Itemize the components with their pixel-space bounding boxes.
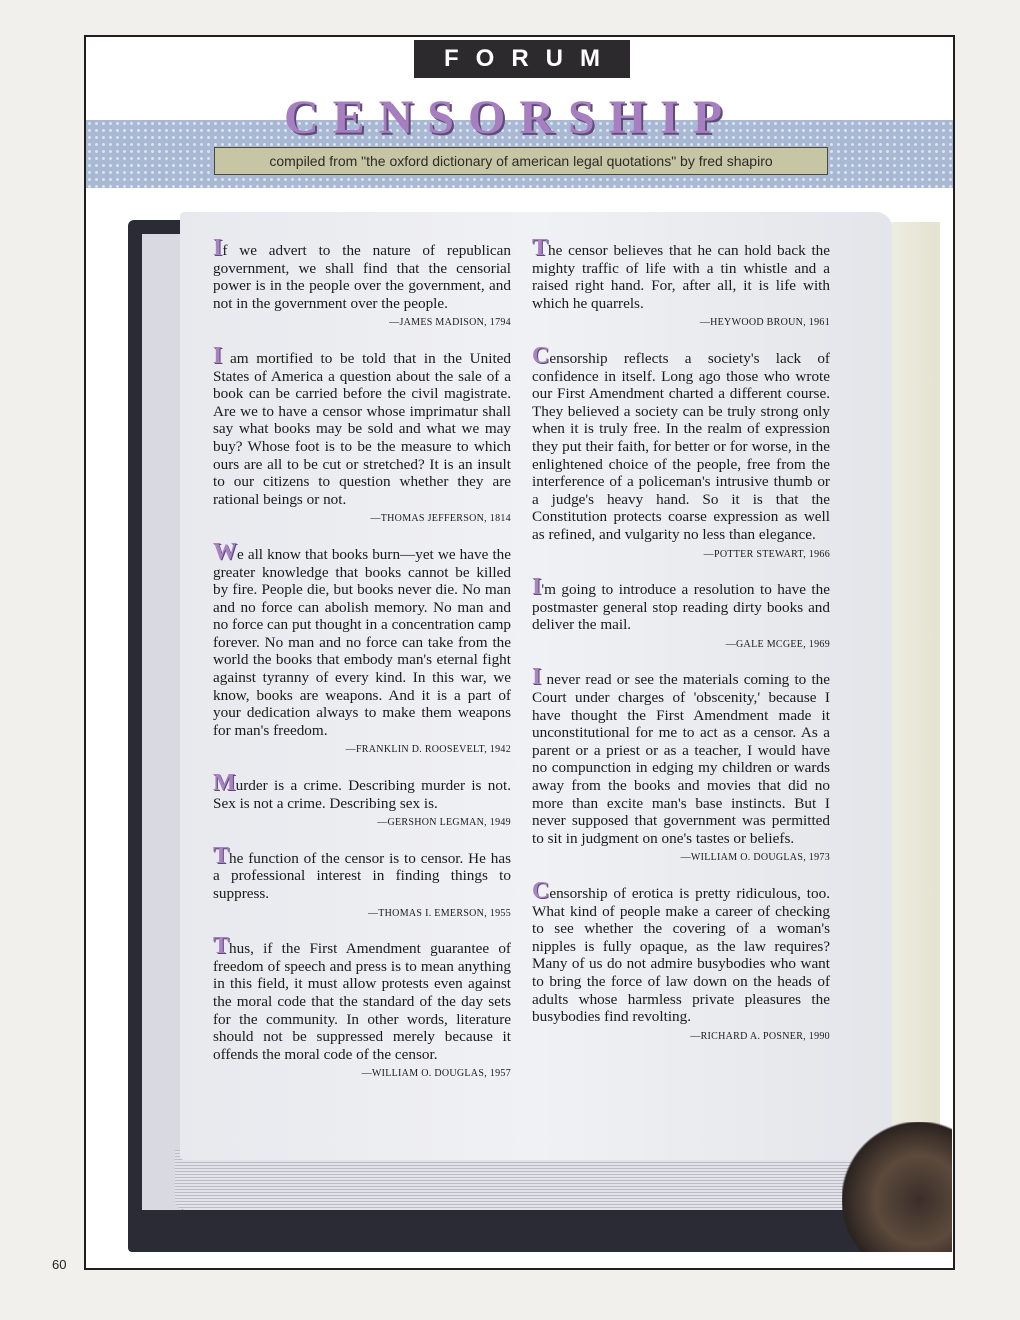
quote-text <box>532 235 830 312</box>
quote-body: am mortified to be told that in the United States of America a question about the sale of a book can be carried before the civil magistrate. Are we to have a censor whose imprimatur shall say what books may be sold and what we may buy? Whose foot is to be the measure to which ours are all to be cut or stretched? It is an insult to our citizens to question whether they are rational beings or not. <box>213 349 511 508</box>
quote-text <box>532 342 830 544</box>
drop-cap: T <box>532 235 549 261</box>
page-number: 60 <box>52 1257 67 1272</box>
quote-attribution: —FRANKLIN D. ROOSEVELT, 1942 <box>345 744 511 756</box>
quote-body: never read or see the materials coming to the Court under charges of 'obscenity,' because I have thought the First Amendment made it unconstitutional for me to act as a censor. As a parent or a priest or as a teacher, I would have no compunction in edging my children or wards away from the books and movies that did no more than excite man's base instincts. But I never supposed that government was permitted to sit in judgment on one's tastes or beliefs. <box>532 671 830 847</box>
quote-attribution: —RICHARD A. POSNER, 1990 <box>690 1030 830 1042</box>
quote-body: he function of the censor is to censor. He has a professional interest in finding things to suppress. <box>213 849 511 902</box>
quote-attribution: —JAMES MADISON, 1794 <box>389 317 511 329</box>
quote-text <box>213 770 511 812</box>
quote-body: ensorship reflects a society's lack of confidence in itself. Long ago those who wrote our First Amendment charted a different course. They believed a society can be truly strong only when it is truly free. In the realm of expression they put their faith, for better or for worse, in the enlightened choice of the people, free from the interference of a policeman's intrusive thumb or a judge's heavy hand. So it is that the Constitution protects coarse expression as well as refined, and vulgarity no less than elegance. <box>532 349 830 543</box>
drop-cap: T <box>213 933 230 960</box>
book-cover-inner <box>142 234 182 1244</box>
quote-text <box>532 664 830 847</box>
drop-cap: I <box>213 342 223 369</box>
page-title: CENSORSHIP <box>283 91 737 144</box>
quote-attribution: —GALE MCGEE, 1969 <box>725 638 830 650</box>
quotes-column-right <box>532 235 830 1061</box>
quote-block <box>213 933 511 1083</box>
quote-attribution: —HEYWOOD BROUN, 1961 <box>699 317 830 329</box>
drop-cap: C <box>532 878 550 904</box>
quote-block <box>532 342 830 563</box>
quote-body: ensorship of erotica is pretty ridiculous, too. What kind of people make a career of checking to see whether the covering of a woman's nipples is fully opaque, as the law requires? Many of us do not admire busybodies who want to bring the force of law down on the heads of adults whose harmless private pleasures the busybodies find revolting. <box>532 885 830 1026</box>
quote-text <box>532 878 830 1026</box>
quote-block <box>213 235 511 332</box>
bookmark-ornament <box>842 1122 952 1252</box>
quotes-column-left <box>213 235 511 1099</box>
quote-body: 'm going to introduce a resolution to have the postmaster general stop reading dirty books and deliver the mail. <box>532 581 830 634</box>
quote-attribution: —THOMAS JEFFERSON, 1814 <box>370 513 511 525</box>
drop-cap: I <box>213 235 223 261</box>
quote-text <box>213 342 511 508</box>
drop-cap: T <box>213 842 230 869</box>
quote-text <box>213 235 511 312</box>
quote-block <box>532 235 830 332</box>
credit-line: compiled from "the oxford dictionary of american legal quotations" by fred shapiro <box>214 147 828 175</box>
quote-block <box>213 842 511 922</box>
drop-cap: I <box>532 664 542 691</box>
quote-block <box>532 574 830 653</box>
quote-text <box>532 574 830 634</box>
drop-cap: W <box>213 538 237 565</box>
drop-cap: M <box>213 770 236 797</box>
quote-body: urder is a crime. Describing murder is not. Sex is not a crime. Describing sex is. <box>213 777 511 812</box>
quote-body: he censor believes that he can hold back the mighty traffic of life with a tin whistle and a raised right hand. For, after all, it is life with which he quarrels. <box>532 242 830 312</box>
quote-block <box>213 342 511 528</box>
quote-text <box>213 538 511 740</box>
quote-attribution: —WILLIAM O. DOUGLAS, 1957 <box>361 1068 511 1080</box>
section-label: FORUM <box>414 40 630 78</box>
quote-body: f we advert to the nature of republican government, we shall find that the censorial power is in the people over the government, and not in the government over the people. <box>213 242 511 312</box>
quote-attribution: —POTTER STEWART, 1966 <box>703 548 830 560</box>
quote-text <box>213 933 511 1063</box>
drop-cap: I <box>532 574 542 601</box>
quote-attribution: —GERSHON LEGMAN, 1949 <box>377 817 511 829</box>
quote-block <box>213 538 511 759</box>
quote-block <box>532 664 830 867</box>
quote-attribution: —WILLIAM O. DOUGLAS, 1973 <box>680 852 830 864</box>
quote-block <box>532 878 830 1045</box>
quote-text <box>213 842 511 903</box>
quote-body: e all know that books burn—yet we have the greater knowledge that books cannot be killed by fire. People die, but books never die. No man and no force can abolish memory. No man and no force can put thought in a concentration camp forever. No man and no force can take from the world the books that embody man's eternal fight against tyranny of every kind. In this war, we know, books are weapons. And it is a part of your dedication always to make them weapons for man's freedom. <box>213 545 511 739</box>
quote-block <box>213 770 511 832</box>
quote-attribution: —THOMAS I. EMERSON, 1955 <box>367 907 511 919</box>
quote-body: hus, if the First Amendment guarantee of freedom of speech and press is to mean anything in this field, it must allow protests even against the moral code that the standard of the day sets for the community. In other words, literature should not be suppressed merely because it offends the moral code of the censor. <box>213 940 511 1063</box>
drop-cap: C <box>532 342 550 369</box>
book-cover-bottom <box>128 1210 928 1252</box>
